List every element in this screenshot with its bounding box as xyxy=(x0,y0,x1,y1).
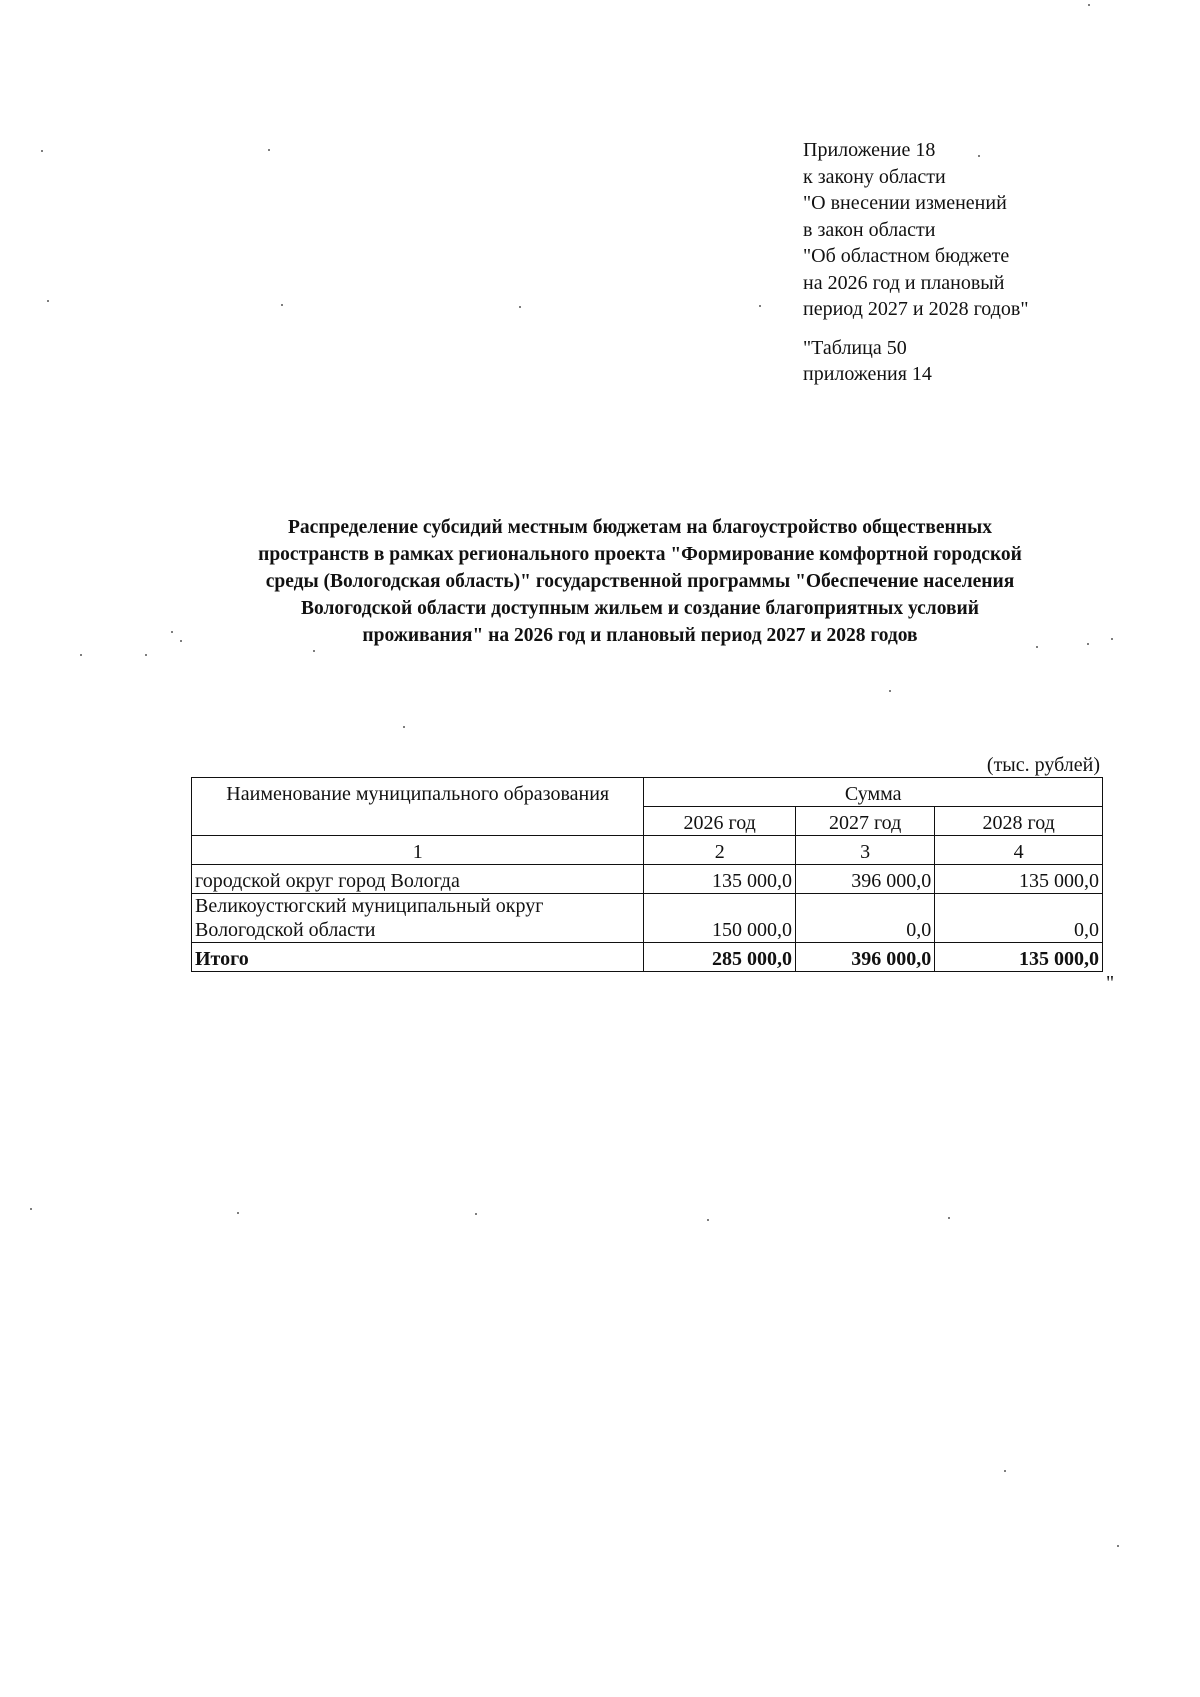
table-ref-line: "Таблица 50 xyxy=(803,336,907,359)
scan-speck xyxy=(707,1219,709,1221)
appendix-line: к закону области xyxy=(803,165,946,188)
scan-speck xyxy=(889,690,891,692)
total-2027: 396 000,0 xyxy=(795,943,934,972)
scan-speck xyxy=(180,640,182,642)
scan-speck xyxy=(1088,4,1090,6)
scan-speck xyxy=(403,726,405,728)
scan-speck xyxy=(281,304,283,306)
value-2027: 0,0 xyxy=(795,894,934,943)
total-row xyxy=(192,943,1103,972)
scan-speck xyxy=(47,300,49,302)
total-2026: 285 000,0 xyxy=(644,943,795,972)
header-year-2028: 2028 год xyxy=(935,807,1103,836)
scan-speck xyxy=(978,155,980,157)
header-year-2027: 2027 год xyxy=(795,807,934,836)
appendix-line: на 2026 год и плановый xyxy=(803,271,1005,294)
scan-speck xyxy=(475,1213,477,1215)
title-line: Вологодской области доступным жильем и создание благоприятных условий xyxy=(300,598,979,619)
value-2028: 135 000,0 xyxy=(935,865,1103,894)
appendix-block xyxy=(803,137,1029,388)
municipality-name xyxy=(192,894,644,943)
title-line: пространств в рамках регионального проекта "Формирование комфортной городской xyxy=(258,544,1022,565)
table-reference xyxy=(803,335,1029,388)
title-line: среды (Вологодская область)" государственной программы "Обеспечение населения xyxy=(265,571,1015,592)
municipality-name: городской округ город Вологда xyxy=(192,865,644,894)
scan-speck xyxy=(1004,1470,1006,1472)
scan-speck xyxy=(948,1217,950,1219)
scan-speck xyxy=(145,654,147,656)
column-number: 4 xyxy=(935,836,1103,865)
column-number-row xyxy=(192,836,1103,865)
value-2026: 150 000,0 xyxy=(644,894,795,943)
scan-speck xyxy=(1117,1545,1119,1547)
appendix-line: в закон области xyxy=(803,218,936,241)
scan-speck xyxy=(1111,638,1113,640)
scan-speck xyxy=(268,149,270,151)
scan-speck xyxy=(41,150,43,152)
appendix-line: "Об областном бюджете xyxy=(803,245,1010,267)
table-ref-line: приложения 14 xyxy=(803,363,932,385)
table-row xyxy=(192,894,1103,943)
appendix-line: период 2027 и 2028 годов" xyxy=(803,298,1029,320)
units-label: (тыс. рублей) xyxy=(986,754,1100,776)
scan-speck xyxy=(1087,643,1089,645)
value-2026: 135 000,0 xyxy=(644,865,795,894)
column-number: 1 xyxy=(192,836,644,865)
scan-speck xyxy=(237,1212,239,1214)
document-title xyxy=(190,514,1090,649)
scan-speck xyxy=(759,305,761,307)
subsidy-table xyxy=(191,777,1103,972)
appendix-line: "О внесении изменений xyxy=(803,192,1007,214)
title-line: проживания" на 2026 год и плановый период 2027 и 2028 годов xyxy=(362,625,918,646)
column-number: 2 xyxy=(644,836,795,865)
total-label: Итого xyxy=(192,943,644,972)
closing-quote: " xyxy=(1106,972,1115,994)
scan-speck xyxy=(80,654,82,656)
table-row xyxy=(192,865,1103,894)
table-header-row xyxy=(192,778,1103,807)
municipality-name-line: Вологодской области xyxy=(195,919,376,941)
value-2028: 0,0 xyxy=(935,894,1103,943)
title-line: Распределение субсидий местным бюджетам на благоустройство общественных xyxy=(288,517,992,538)
header-sum: Сумма xyxy=(644,778,1103,807)
scan-speck xyxy=(519,306,521,308)
scan-speck xyxy=(1036,646,1038,648)
municipality-name-line: Великоустюгский муниципальный округ xyxy=(195,895,544,917)
scan-speck xyxy=(313,650,315,652)
total-2028: 135 000,0 xyxy=(935,943,1103,972)
value-2027: 396 000,0 xyxy=(795,865,934,894)
scan-speck xyxy=(30,1208,32,1210)
scan-speck xyxy=(171,631,173,633)
column-number: 3 xyxy=(795,836,934,865)
header-municipality: Наименование муниципального образования xyxy=(192,778,644,836)
header-year-2026: 2026 год xyxy=(644,807,795,836)
appendix-line: Приложение 18 xyxy=(803,139,936,161)
